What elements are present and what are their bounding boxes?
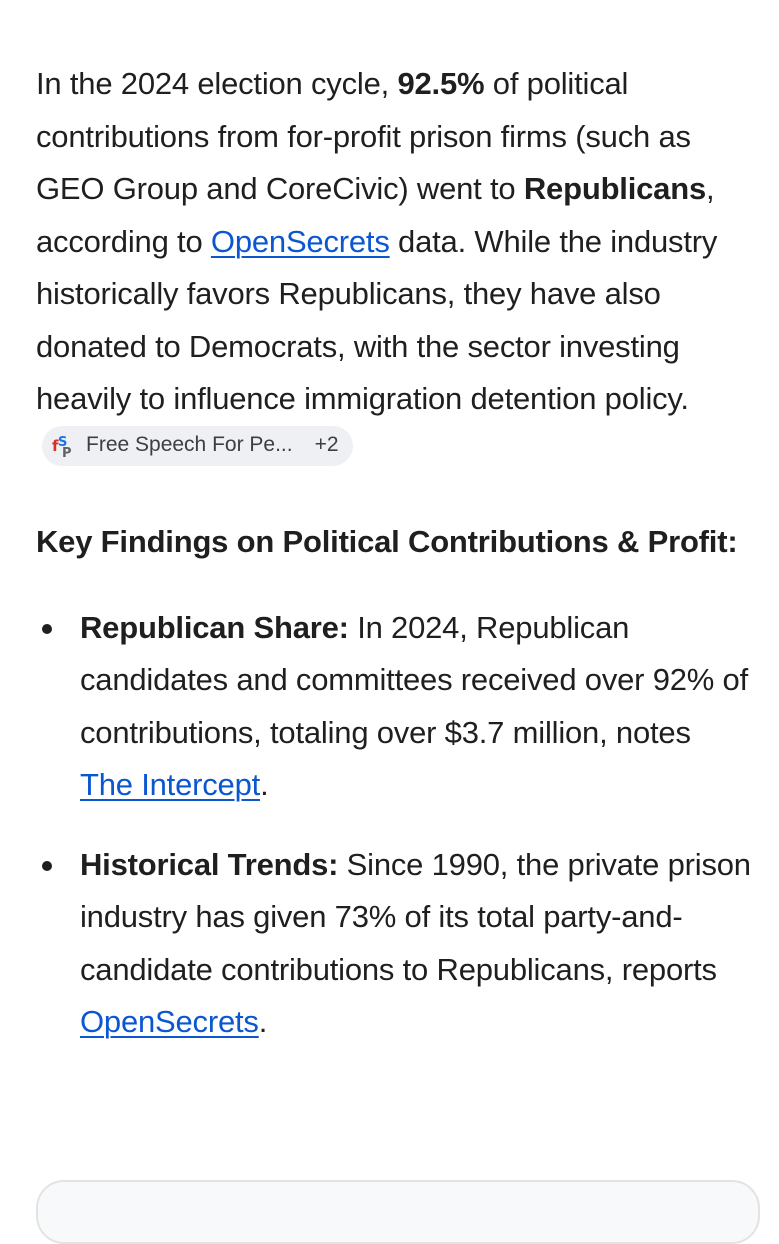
list-item bbox=[36, 602, 751, 812]
finding-title: Historical Trends: bbox=[80, 846, 339, 882]
section-heading: Key Findings on Political Contributions & Profit: bbox=[36, 524, 738, 559]
intro-text-1: In the 2024 election cycle, bbox=[36, 66, 398, 101]
source-chip[interactable] bbox=[42, 426, 353, 466]
finding-title: Republican Share: bbox=[80, 609, 349, 645]
intro-party: Republicans bbox=[523, 171, 706, 206]
opensecrets-link[interactable]: OpenSecrets bbox=[210, 223, 390, 259]
finding-text: In 2024, Republican candidates and committees received over 92% of contributions, totaling over $3.7 million, notes bbox=[80, 609, 749, 750]
opensecrets-link[interactable]: OpenSecrets bbox=[80, 1004, 259, 1039]
finding-end: . bbox=[260, 767, 269, 802]
intro-percent: 92.5% bbox=[397, 66, 485, 101]
source-chip-more: +2 bbox=[314, 433, 339, 457]
fsp-favicon-icon bbox=[50, 432, 78, 460]
intro-text-2: of political contributions from for-profit prison firms (such as GEO Group and CoreCivic) went to bbox=[36, 66, 691, 206]
svg-text:S: S bbox=[58, 434, 68, 450]
list-item bbox=[36, 839, 751, 1049]
finding-end: . bbox=[258, 1004, 268, 1039]
intercept-link[interactable]: The Intercept bbox=[80, 767, 261, 802]
intro-text-3: , according to bbox=[36, 171, 715, 259]
bottom-card[interactable] bbox=[36, 1180, 760, 1244]
findings-list bbox=[36, 602, 751, 1049]
svg-text:P: P bbox=[62, 445, 72, 460]
response-content bbox=[36, 58, 751, 1076]
source-chip-label: Free Speech For Pe... bbox=[86, 433, 293, 457]
intro-paragraph bbox=[36, 58, 751, 482]
svg-text:f: f bbox=[52, 436, 59, 455]
intro-text-4: data. While the industry historically favors Republicans, they have also donated to Democrats, with the sector investing heavily to influence immigration detention policy. bbox=[36, 223, 718, 416]
finding-text: Since 1990, the private prison industry has given 73% of its total party-and-candidate contributions to Republicans, reports bbox=[80, 846, 751, 987]
